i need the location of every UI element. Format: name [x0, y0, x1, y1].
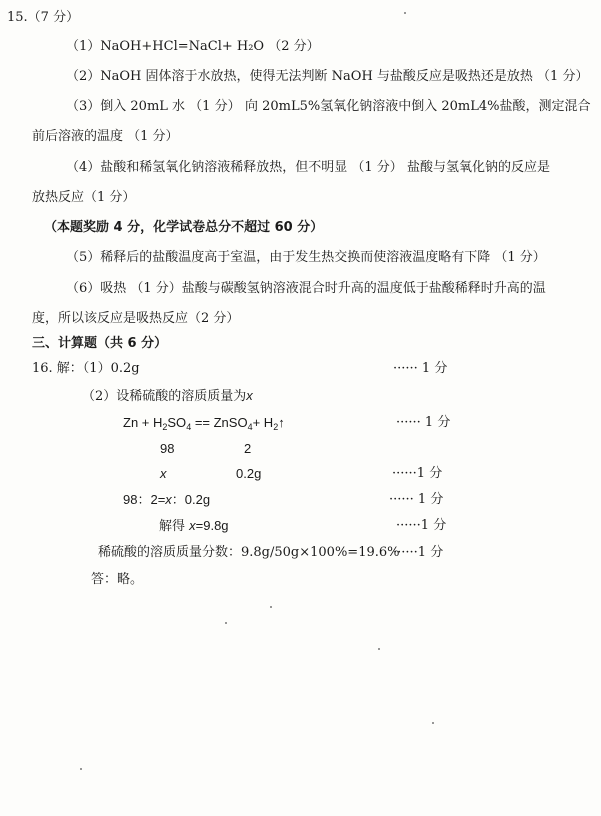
mass-fraction-score: ······1 分: [393, 545, 444, 560]
q15-part3-b: 向 20mL5%氢氧化钠溶液中倒入 20mL4%盐酸，测定混合: [245, 99, 591, 114]
q16-setup-var: x: [246, 388, 253, 403]
q15-part1: （1）NaOH+HCl=NaCl+ H₂O （2 分）: [66, 39, 320, 54]
mass-fraction: 稀硫酸的溶质质量分数：9.8g/50g×100%=19.6%: [98, 545, 400, 560]
unknown-x: x: [160, 466, 167, 481]
q16-part2-setup: [82, 389, 253, 403]
answer: 答：略。: [91, 572, 144, 587]
q15-part5: （5）稀释后的盐酸温度高于室温，由于发生热交换而使溶液温度略有下降 （1 分）: [66, 250, 546, 265]
q15-heading: 15.（7 分）: [7, 10, 80, 25]
scan-speck: [378, 648, 380, 650]
proportion: 98：2=x：0.2g: [123, 492, 211, 507]
section3-title: 三、计算题（共 6 分）: [32, 336, 168, 351]
q15-part6-a: （6）吸热 （1 分）盐酸与碳酸氢钠溶液混合时升高的温度低于盐酸稀释时升高的温: [66, 281, 546, 296]
q16-part1: 16. 解：（1）0.2g: [32, 361, 140, 376]
equation-score: ······ 1 分: [396, 415, 451, 430]
row4-score: ······1 分: [392, 466, 443, 481]
scan-speck: [432, 722, 434, 724]
scan-speck: [80, 768, 82, 770]
q16-setup-text: （2）设稀硫酸的溶质质量为: [82, 389, 247, 404]
proportion-score: ······ 1 分: [389, 492, 444, 507]
molar-ratio-2: 2: [244, 441, 252, 456]
q15-part6-b: 度，所以该反应是吸热反应（2 分）: [32, 311, 240, 326]
scan-speck: [225, 622, 227, 624]
hydrogen-mass: 0.2g: [236, 466, 262, 481]
solution-score: ······1 分: [396, 518, 447, 533]
q15-part3-c: 前后溶液的温度 （1 分）: [32, 129, 179, 144]
scan-speck: [270, 606, 272, 608]
chemical-equation: $Zn + H_2SO_4$ == ZnSO$_4$+ $H_2↑$: [123, 415, 285, 432]
solution: 解得 x=9.8g: [159, 518, 229, 534]
molar-ratio-98: 98: [160, 441, 175, 456]
q15-part4-a: （4）盐酸和稀氢氧化钠溶液稀释放热，但不明显 （1 分） 盐酸与氢氧化钠的反应是: [66, 160, 550, 175]
q15-part3-a: （3）倒入 20mL 水 （1 分）: [66, 99, 241, 114]
scan-speck: [404, 12, 406, 14]
q15-part4-b: 放热反应（1 分）: [32, 190, 136, 205]
q16-part1-score: ······ 1 分: [393, 361, 448, 376]
q15-bonus-note: （本题奖励 4 分，化学试卷总分不超过 60 分）: [44, 220, 324, 235]
q15-part2: （2）NaOH 固体溶于水放热，使得无法判断 NaOH 与盐酸反应是吸热还是放热 （1 分）: [66, 69, 589, 84]
